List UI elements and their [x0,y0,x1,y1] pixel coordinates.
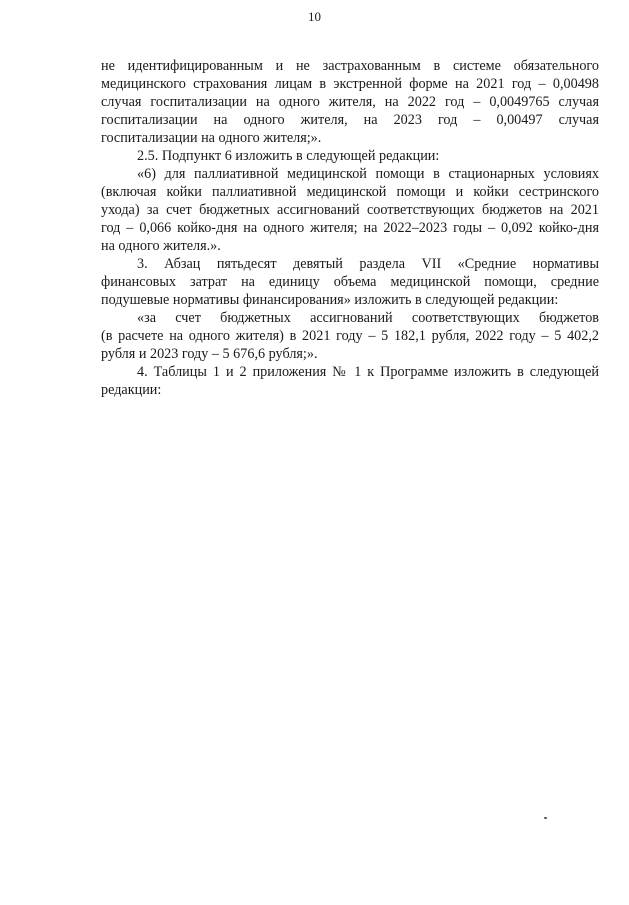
text-line: (в расчете на одного жителя) в 2021 году – 5 182,1 рубля, 2022 году – 5 402,2 [101,328,599,344]
text-line: 3. Абзац пятьдесят девятый раздела VII «Средние нормативы [137,256,599,272]
text-line: редакции: [101,382,162,398]
text-line: ухода) за счет бюджетных ассигнований соответствующих бюджетов на 2021 [101,202,599,218]
text-line: год – 0,066 койко-дня на одного жителя; на 2022–2023 годы – 0,092 койко-дня [101,220,599,236]
text-line: «за счет бюджетных ассигнований соответствующих бюджетов [137,310,599,326]
text-line: медицинского страхования лицам в экстренной форме на 2021 год – 0,00498 [101,76,599,92]
text-line: на одного жителя.». [101,238,221,254]
text-line: не идентифицированным и не застрахованным в системе обязательного [101,58,599,74]
text-line: (включая койки паллиативной медицинской помощи и койки сестринского [101,184,599,200]
text-line: госпитализации на одного жителя;». [101,130,322,146]
text-line: рубля и 2023 году – 5 676,6 рубля;». [101,346,318,362]
text-line: «6) для паллиативной медицинской помощи в стационарных условиях [137,166,599,182]
page-number: 10 [308,9,321,24]
scan-mark [544,817,547,819]
text-line: госпитализации на одного жителя, на 2023 год – 0,00497 случая [101,112,599,128]
text-line: финансовых затрат на единицу объема медицинской помощи, средние [101,274,599,290]
text-line: подушевые нормативы финансирования» изложить в следующей редакции: [101,292,559,308]
text-line: 2.5. Подпункт 6 изложить в следующей редакции: [137,148,440,164]
text-line: случая госпитализации на одного жителя, на 2022 год – 0,0049765 случая [101,94,599,110]
text-line: 4. Таблицы 1 и 2 приложения № 1 к Программе изложить в следующей [137,364,599,380]
